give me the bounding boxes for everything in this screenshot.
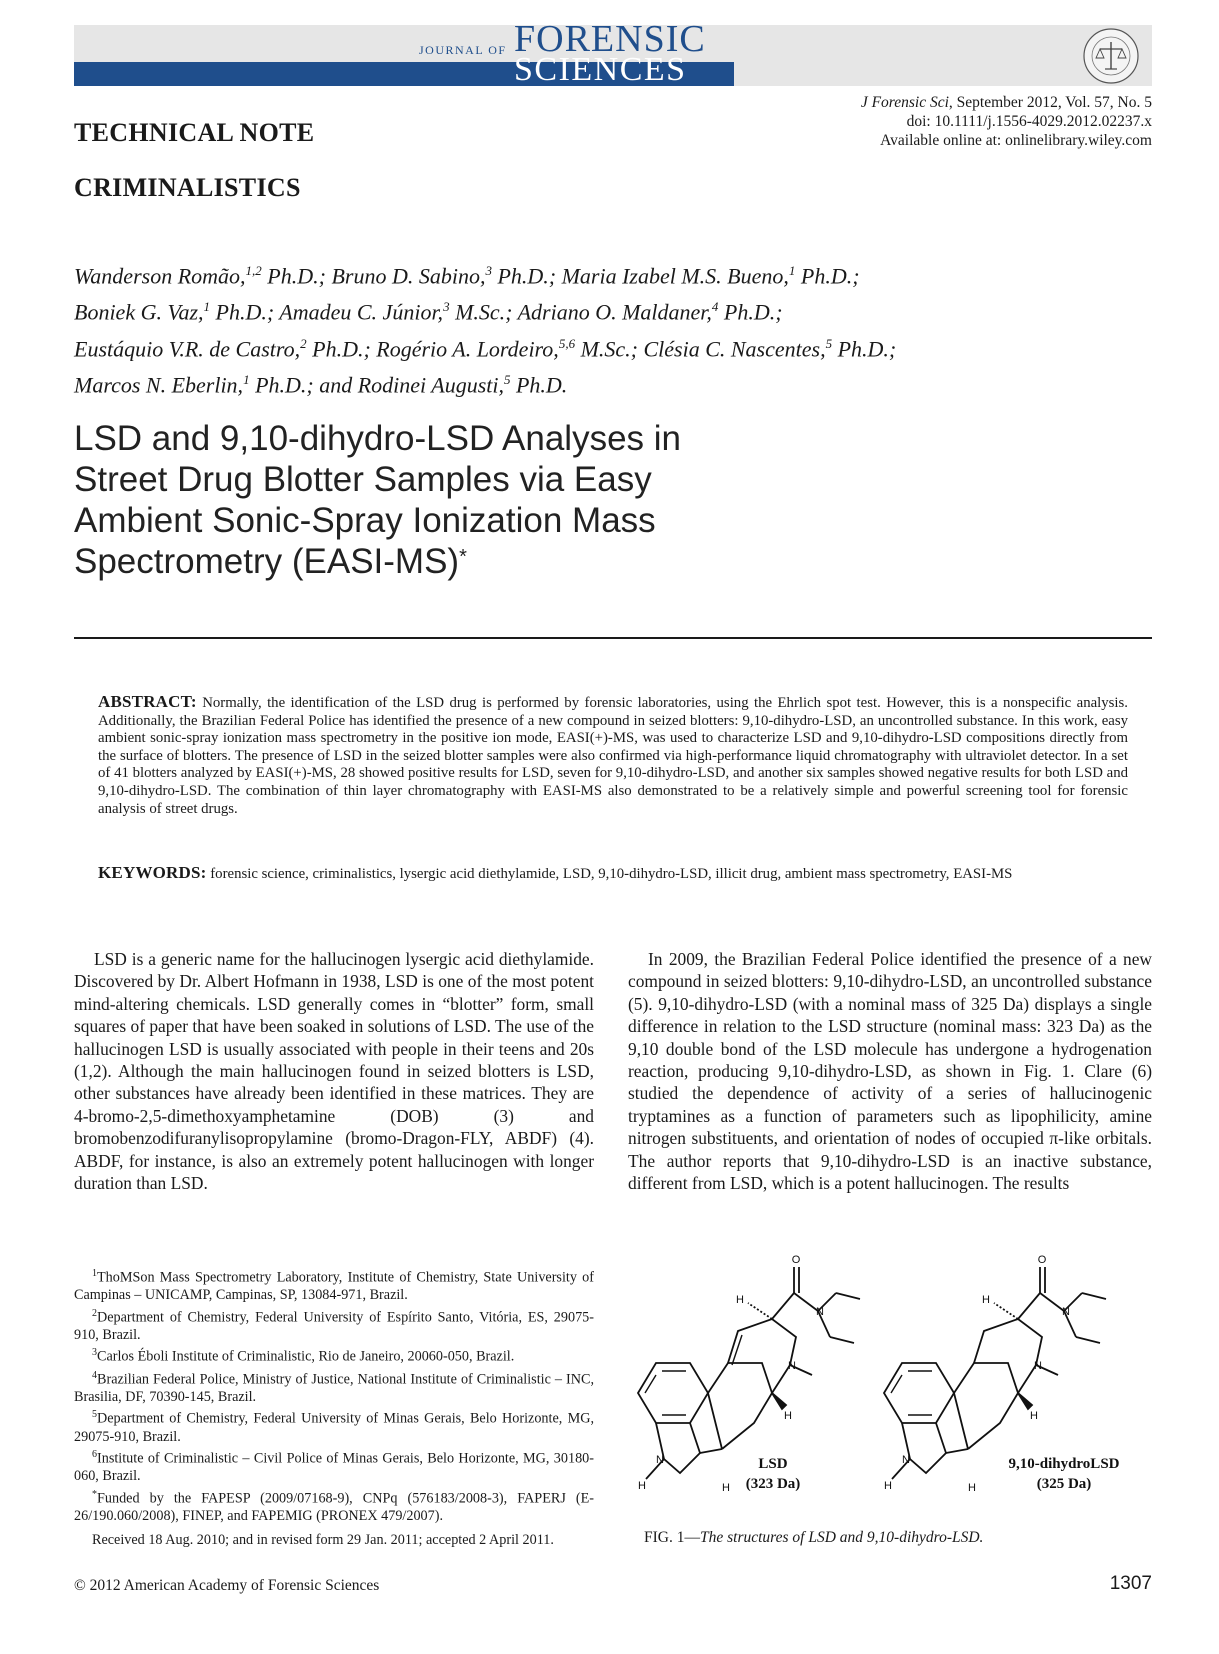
footnote xyxy=(74,1486,594,1526)
atom-n: N xyxy=(656,1454,664,1466)
title-line xyxy=(74,459,754,500)
caption-text: The structures of LSD and 9,10-dihydro-LSD. xyxy=(699,1529,984,1546)
abstract xyxy=(98,693,1128,818)
author-line xyxy=(74,291,1154,327)
atom-h: H xyxy=(736,1294,744,1306)
lsd-structure xyxy=(638,1254,860,1494)
article-title xyxy=(74,418,754,582)
copyright: © 2012 American Academy of Forensic Sciences xyxy=(74,1577,380,1594)
body-paragraph-left: LSD is a generic name for the hallucinogen lysergic acid diethylamide. Discovered by Dr. Albert Hofmann in 1938, LSD is one of the most potent mind-altering chemicals. LSD generally comes in “blotter” form, small squares of paper that have been soaked in solutions of LSD. The use of the hallucinogen LSD is usually associated with people in their teens and 20s (1,2). Although the main hallucinogen found in seized blotters is LSD, other substances have already been identified in these matrices. They are 4-bromo-2,5-dimethoxyamphetamine (DOB) (3) and bromobenzodifuranylisopropylamine (bromo-Dragon-FLY, ABDF) (4). ABDF, for instance, is also an extremely potent hallucinogen with longer duration than LSD. xyxy=(74,949,594,1194)
author-name: Adriano O. Maldaner, xyxy=(517,299,712,325)
journal-name-forensic: FORENSIC xyxy=(514,18,706,60)
author-degree: Ph.D.; xyxy=(832,335,897,361)
author-affiliation: 3 xyxy=(485,263,492,278)
journal-of-text: JOURNAL OF xyxy=(419,43,507,57)
author-affiliation: 3 xyxy=(443,299,450,315)
molecule-name: 9,10-dihydroLSD xyxy=(1008,1456,1120,1472)
footnote xyxy=(74,1265,594,1305)
keywords xyxy=(98,864,1128,884)
body-paragraph-right: In 2009, the Brazilian Federal Police identified the presence of a new compound in seized blotters: 9,10-dihydro-LSD, an uncontrolled substance (5). 9,10-dihydro-LSD (with a nominal mass of 325 Da) displays a single difference in relation to the LSD structure (nominal mass: 323 Da) as the 9,10 double bond of the LSD molecule has undergone a hydrogenation reaction, producing 9,10-dihydro-LSD, as shown in Fig. 1. Clare (6) studied the dependence of activity of a series of hallucinogenic tryptamines as a function of parameters such as lipophilicity, amine nitrogen substituents, and orientation of nodes of occupied π-like orbitals. The author reports that 9,10-dihydro-LSD is an inactive substance, different from LSD, which is a potent hallucinogen. The results xyxy=(628,949,1152,1194)
author-line xyxy=(74,328,1154,364)
footnote-text: Carlos Éboli Institute of Criminalistic, Rio de Janeiro, 20060-050, Brazil. xyxy=(97,1349,515,1366)
atom-n: N xyxy=(788,1360,796,1372)
abstract-text: Normally, the identification of the LSD drug is performed by forensic laboratories, using the Ehrlich spot test. However, this is a nonspecific analysis. Additionally, the Brazilian Federal Police has identified the presence of a new compound in seized blotters: 9,10-dihydro-LSD, an uncontrolled substance. In this work, easy ambient sonic-spray ionization mass spectrometry in the positive ion mode, EASI(+)-MS, was used to characterize LSD and 9,10-dihydro-LSD compositions directly from the surface of blotters. The presence of LSD in the seized blotter samples were also confirmed via high-performance liquid chromatography with ultraviolet detector. In a set of 41 blotters analyzed by EASI(+)-MS, 28 showed positive results for LSD, seven for 9,10-dihydro-LSD, and another six samples showed negative results for both LSD and 9,10-dihydro-LSD. The combination of thin layer chromatography with EASI-MS also demonstrated to be a relatively simple and powerful screening tool for forensic analysis of street drugs. xyxy=(98,695,1128,817)
keywords-text: forensic science, criminalistics, lysergic acid diethylamide, LSD, 9,10-dihydro-LSD, illicit drug, ambient mass spectrometry, EASI-MS xyxy=(210,866,1013,882)
academy-seal-icon xyxy=(1082,27,1140,85)
author-affiliation: 4 xyxy=(711,299,719,315)
footnote xyxy=(74,1305,594,1345)
author-name: Wanderson Romão, xyxy=(74,263,246,289)
footnote-text: Department of Chemistry, Federal University of Minas Gerais, Belo Horizonte, MG, 29075-910, Brazil. xyxy=(74,1411,594,1445)
article-type: TECHNICAL NOTE xyxy=(74,118,315,147)
title-line xyxy=(74,500,754,541)
title-line-text: Spectrometry (EASI-MS) xyxy=(74,542,460,581)
footnote-mark: 4 xyxy=(92,1369,97,1381)
author-degree: Ph.D.; xyxy=(795,263,860,289)
author-degree: M.Sc.; xyxy=(575,335,644,361)
atom-n: N xyxy=(816,1306,824,1318)
author-affiliation: 1 xyxy=(203,299,211,315)
footnote-mark: 6 xyxy=(92,1449,97,1461)
atom-o: O xyxy=(1037,1254,1047,1266)
atom-n: N xyxy=(1034,1360,1042,1372)
footnote xyxy=(74,1344,594,1366)
author-name: Boniek G. Vaz, xyxy=(74,299,204,325)
molecule-mass: (323 Da) xyxy=(745,1476,801,1492)
atom-h: H xyxy=(884,1480,892,1492)
footnote-mark: 1 xyxy=(92,1268,97,1279)
author-degree: Ph.D.; and xyxy=(249,372,358,398)
author-line xyxy=(74,255,1154,291)
author-name: Bruno D. Sabino, xyxy=(331,263,486,289)
author-degree: Ph.D. xyxy=(510,372,568,398)
footnote xyxy=(74,1406,594,1446)
atom-h: H xyxy=(1030,1410,1038,1422)
figure-structures xyxy=(628,1245,1152,1535)
footnote-mark: 5 xyxy=(92,1409,97,1421)
affiliation-footnotes xyxy=(74,1265,594,1549)
author-degree: Ph.D.; xyxy=(491,263,562,289)
author-name: Marcos N. Eberlin, xyxy=(74,372,244,398)
title-line-text: Ambient Sonic-Spray Ionization Mass xyxy=(74,501,656,540)
footnote-text: Brazilian Federal Police, Ministry of Justice, National Institute of Criminalistic – INC, Brasilia, DF, 70390-145, Brazil. xyxy=(74,1371,594,1405)
molecule-name: LSD xyxy=(758,1456,788,1472)
atom-h: H xyxy=(722,1482,730,1494)
atom-n: N xyxy=(1062,1306,1070,1318)
author-name: Maria Izabel M.S. Bueno, xyxy=(561,263,789,289)
citation-journal: J Forensic Sci xyxy=(860,94,949,111)
author-degree: Ph.D.; xyxy=(718,299,783,325)
atom-n: N xyxy=(902,1454,910,1466)
footnote-mark: * xyxy=(92,1488,97,1500)
author-degree: Ph.D.; xyxy=(261,263,332,289)
author-list xyxy=(74,255,1154,400)
author-affiliation: 2 xyxy=(300,335,307,351)
author-affiliation: 5,6 xyxy=(558,335,576,351)
author-name: Rogério A. Lordeiro, xyxy=(376,335,559,361)
molecule-mass: (325 Da) xyxy=(1036,1476,1092,1492)
author-degree: Ph.D.; xyxy=(306,335,377,361)
citation-details: , September 2012, Vol. 57, No. 5 xyxy=(948,94,1152,111)
doi: doi: 10.1111/j.1556-4029.2012.02237.x xyxy=(906,113,1152,130)
caption-label: FIG. 1— xyxy=(644,1529,700,1546)
author-line xyxy=(74,364,1154,400)
footnote-mark: 2 xyxy=(92,1307,97,1319)
footnote xyxy=(74,1446,594,1486)
footnote-text: Institute of Criminalistic – Civil Police of Minas Gerais, Belo Horizonte, MG, 30180-060, Brazil. xyxy=(74,1450,594,1485)
author-name: Rodinei Augusti, xyxy=(357,372,504,398)
author-affiliation: 1 xyxy=(243,371,250,387)
title-line xyxy=(74,418,754,459)
author-affiliation: 5 xyxy=(503,371,511,387)
footnote-list xyxy=(74,1265,594,1526)
atom-h: H xyxy=(638,1480,646,1492)
title-footnote-mark: * xyxy=(459,546,467,568)
author-affiliation: 5 xyxy=(825,335,833,351)
keywords-label: KEYWORDS: xyxy=(98,863,207,882)
atom-h: H xyxy=(982,1294,990,1306)
citation xyxy=(861,93,1152,112)
author-degree: Ph.D.; xyxy=(210,299,280,325)
author-name: Clésia C. Nascentes, xyxy=(643,335,826,361)
page-number: 1307 xyxy=(1109,1573,1152,1594)
title-line-text: LSD and 9,10-dihydro-LSD Analyses in xyxy=(74,419,682,458)
article-section: CRIMINALISTICS xyxy=(74,173,301,202)
footnote-text: Funded by the FAPESP (2009/07168-9), CNPq (576183/2008-3), FAPERJ (E-26/190.060/2008), FINEP, and FAPEMIG (PRONEX 479/2007). xyxy=(74,1490,594,1525)
dihydro-lsd-structure xyxy=(884,1254,1120,1494)
atom-o: O xyxy=(791,1254,801,1266)
footnote-mark: 3 xyxy=(92,1347,97,1359)
footnote xyxy=(74,1367,594,1407)
journal-name-sciences: SCIENCES xyxy=(514,51,687,88)
abstract-label: ABSTRACT: xyxy=(98,692,197,711)
author-affiliation: 1,2 xyxy=(245,263,262,278)
author-affiliation: 1 xyxy=(788,263,796,278)
title-line-text: Street Drug Blotter Samples via Easy xyxy=(74,460,652,499)
title-rule xyxy=(74,637,1152,639)
author-name: Amadeu C. Júnior, xyxy=(279,299,444,325)
atom-h: H xyxy=(784,1410,792,1422)
received-dates: Received 18 Aug. 2010; and in revised form 29 Jan. 2011; accepted 2 April 2011. xyxy=(92,1531,554,1548)
atom-h: H xyxy=(968,1482,976,1494)
author-degree: M.Sc.; xyxy=(449,299,518,325)
footnote-text: Department of Chemistry, Federal University of Espírito Santo, Vitória, ES, 29075-910, Brazil. xyxy=(74,1309,594,1343)
figure-caption xyxy=(644,1529,983,1547)
footnote-text: ThoMSon Mass Spectrometry Laboratory, Institute of Chemistry, State University of Campinas – UNICAMP, Campinas, SP, 13084-971, Brazil. xyxy=(74,1269,594,1304)
author-name: Eustáquio V.R. de Castro, xyxy=(74,335,301,361)
title-line xyxy=(74,541,754,582)
availability: Available online at: onlinelibrary.wiley.com xyxy=(880,132,1152,149)
